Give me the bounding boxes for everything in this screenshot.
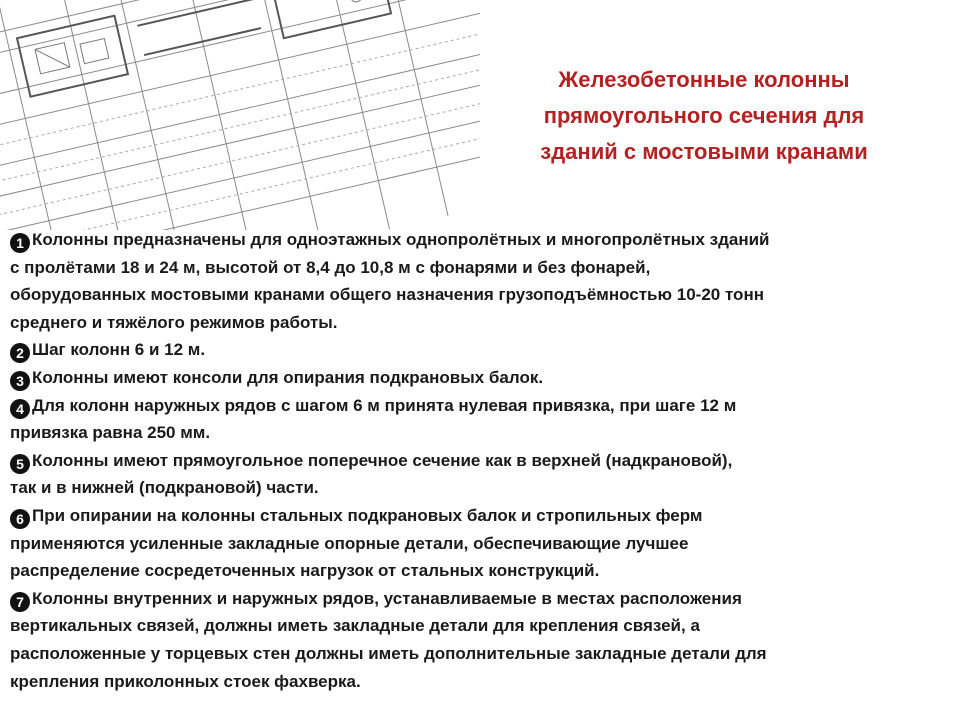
item-text: Колонны имеют прямоугольное поперечное сечение как в верхней (надкрановой), [32,450,733,470]
dimension-lines [0,32,480,230]
item-text: Колонны имеют консоли для опирания подкрановых балок. [32,367,544,387]
item-text: крепления приколонных стоек фахверка. [10,671,361,691]
item-text: распределение сосредеточенных нагрузок от стальных конструкций. [10,561,600,581]
item-text: с пролётами 18 и 24 м, высотой от 8,4 до 10,8 м с фонарями и без фонарей, [10,257,651,277]
plan-grid-vertical [0,0,448,230]
item-text: оборудованных мостовыми кранами общего назначения грузоподъёмностью 10-20 тонн [10,285,764,305]
item-text: среднего и тяжёлого режимов работы. [10,312,338,332]
item-text: вертикальных связей, должны иметь закладные детали для крепления связей, а [10,616,700,636]
item-text: так и в нижней (подкрановой) части. [10,478,319,498]
number-badge-icon: 5 [10,454,30,474]
title-line: Железобетонные колонны [558,67,850,92]
item-text: применяются усиленные закладные опорные детали, обеспечивающие лучшее [10,533,689,553]
item-text: При опирании на колонны стальных подкрановых балок и стропильных ферм [32,505,703,525]
item-text: Шаг колонн 6 и 12 м. [32,340,206,360]
number-badge-icon: 3 [10,371,30,391]
item-text: привязка равна 250 мм. [10,423,211,443]
item-text: Колонны предназначены для одноэтажных однопролётных и многопролётных зданий [32,230,770,249]
dimension-ticks [29,45,419,177]
item-text: Колонны внутренних и наружных рядов, устанавливаемые в местах расположения [32,588,742,608]
number-badge-icon: 7 [10,592,30,612]
plan-grid-horizontal [0,0,480,230]
title-line: прямоугольного сечения для [543,103,865,128]
number-badge-icon: 6 [10,509,30,529]
list-item [10,364,952,392]
list-item [10,226,952,336]
item-text: Для колонн наружных рядов с шагом 6 м принята нулевая привязка, при шаге 12 м [32,395,737,415]
list-item [10,585,952,695]
plan-walls [13,0,392,97]
list-item [10,502,952,585]
list-item [10,336,952,364]
list-item [10,447,952,502]
item-text: расположенные у торцевых стен должны иметь дополнительные закладные детали для [10,643,767,663]
content-list [10,226,952,695]
list-item [10,392,952,447]
number-badge-icon: 1 [10,233,30,253]
number-badge-icon: 4 [10,399,30,419]
title-line: зданий с мостовыми кранами [540,139,868,164]
page-title [480,62,928,170]
blueprint-drawing [0,0,480,230]
number-badge-icon: 2 [10,343,30,363]
